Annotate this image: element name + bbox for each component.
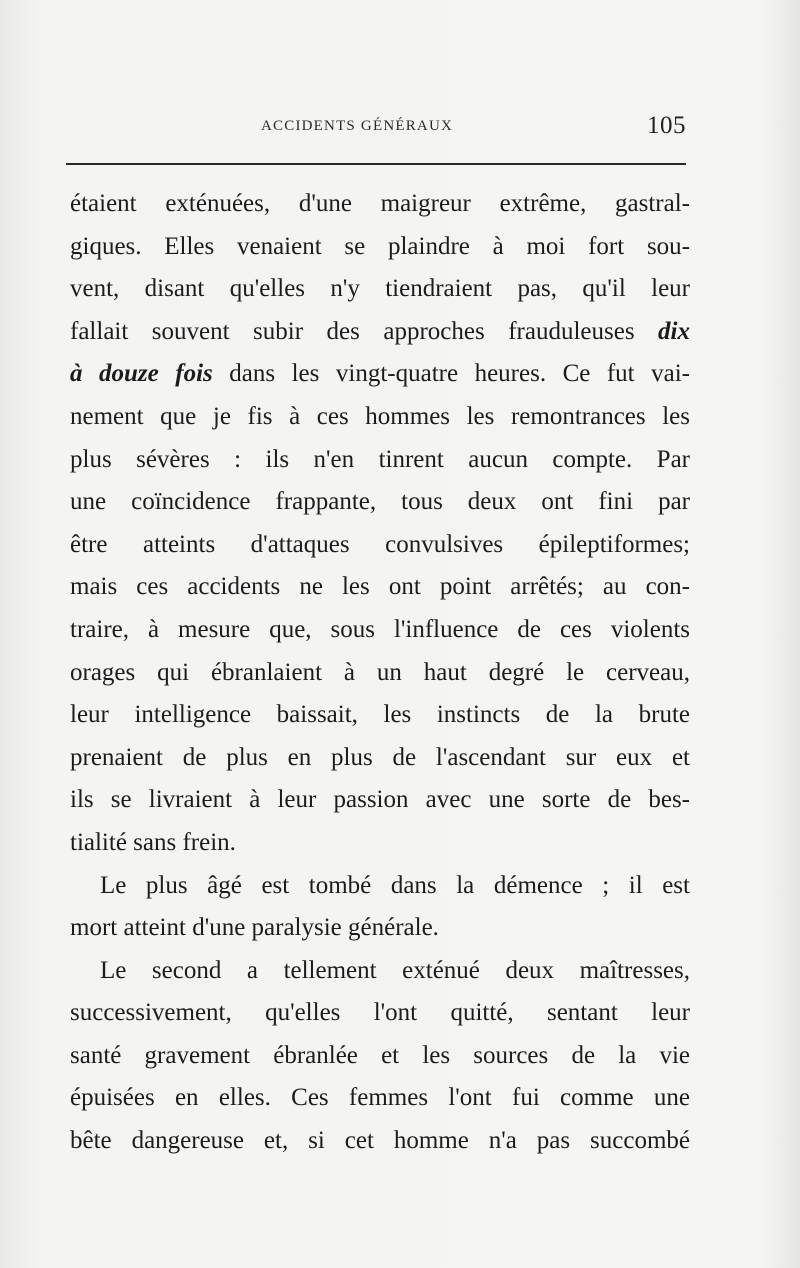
text-line: nement que je fis à ces hommes les remontrances les: [70, 402, 690, 430]
text-line: être atteints d'attaques convulsives épileptiformes;: [70, 530, 690, 558]
text-line: vent, disant qu'elles n'y tiendraient pas, qu'il leur: [70, 275, 690, 303]
text-segment: dans les vingt-quatre heures. Ce fut vai-: [229, 360, 690, 388]
text-line: santé gravement ébranlée et les sources de la vie: [70, 1041, 690, 1069]
italic-emphasis: à douze fois: [70, 360, 213, 388]
text-line: leur intelligence baissait, les instincts de la brute: [70, 701, 690, 729]
text-line: plus sévères : ils n'en tinrent aucun compte. Par: [70, 445, 690, 473]
text-line: Le second a tellement exténué deux maîtresses,: [100, 956, 690, 984]
text-line: [70, 311, 690, 354]
text-line: une coïncidence frappante, tous deux ont fini par: [70, 488, 690, 516]
text-line: Le plus âgé est tombé dans la démence ; il est: [100, 871, 690, 899]
text-line: successivement, qu'elles l'ont quitté, sentant leur: [70, 999, 690, 1027]
italic-emphasis: dix: [658, 317, 690, 345]
text-line: tialité sans frein.: [70, 828, 236, 856]
page-header: [66, 112, 686, 152]
page-number: 105: [647, 112, 686, 139]
text-line: épuisées en elles. Ces femmes l'ont fui comme une: [70, 1084, 690, 1112]
text-line: giques. Elles venaient se plaindre à moi fort sou-: [70, 232, 690, 260]
text-line: ils se livraient à leur passion avec une sorte de bes-: [70, 786, 690, 814]
body-text: [70, 183, 690, 1163]
text-line: étaient exténuées, d'une maigreur extrême, gastral-: [70, 190, 690, 217]
text-line: orages qui ébranlaient à un haut degré le cerveau,: [70, 658, 690, 686]
text-line: [70, 353, 690, 396]
text-line: mort atteint d'une paralysie générale.: [70, 914, 439, 942]
text-line: mais ces accidents ne les ont point arrêtés; au con-: [70, 573, 690, 601]
text-line: traire, à mesure que, sous l'influence de ces violents: [70, 615, 690, 643]
running-title: ACCIDENTS GÉNÉRAUX: [261, 118, 454, 134]
header-rule: [66, 163, 686, 165]
text-segment: fallait souvent subir des approches frauduleuses: [70, 317, 635, 345]
text-line: prenaient de plus en plus de l'ascendant sur eux et: [70, 743, 690, 771]
text-line: bête dangereuse et, si cet homme n'a pas succombé: [70, 1127, 690, 1155]
